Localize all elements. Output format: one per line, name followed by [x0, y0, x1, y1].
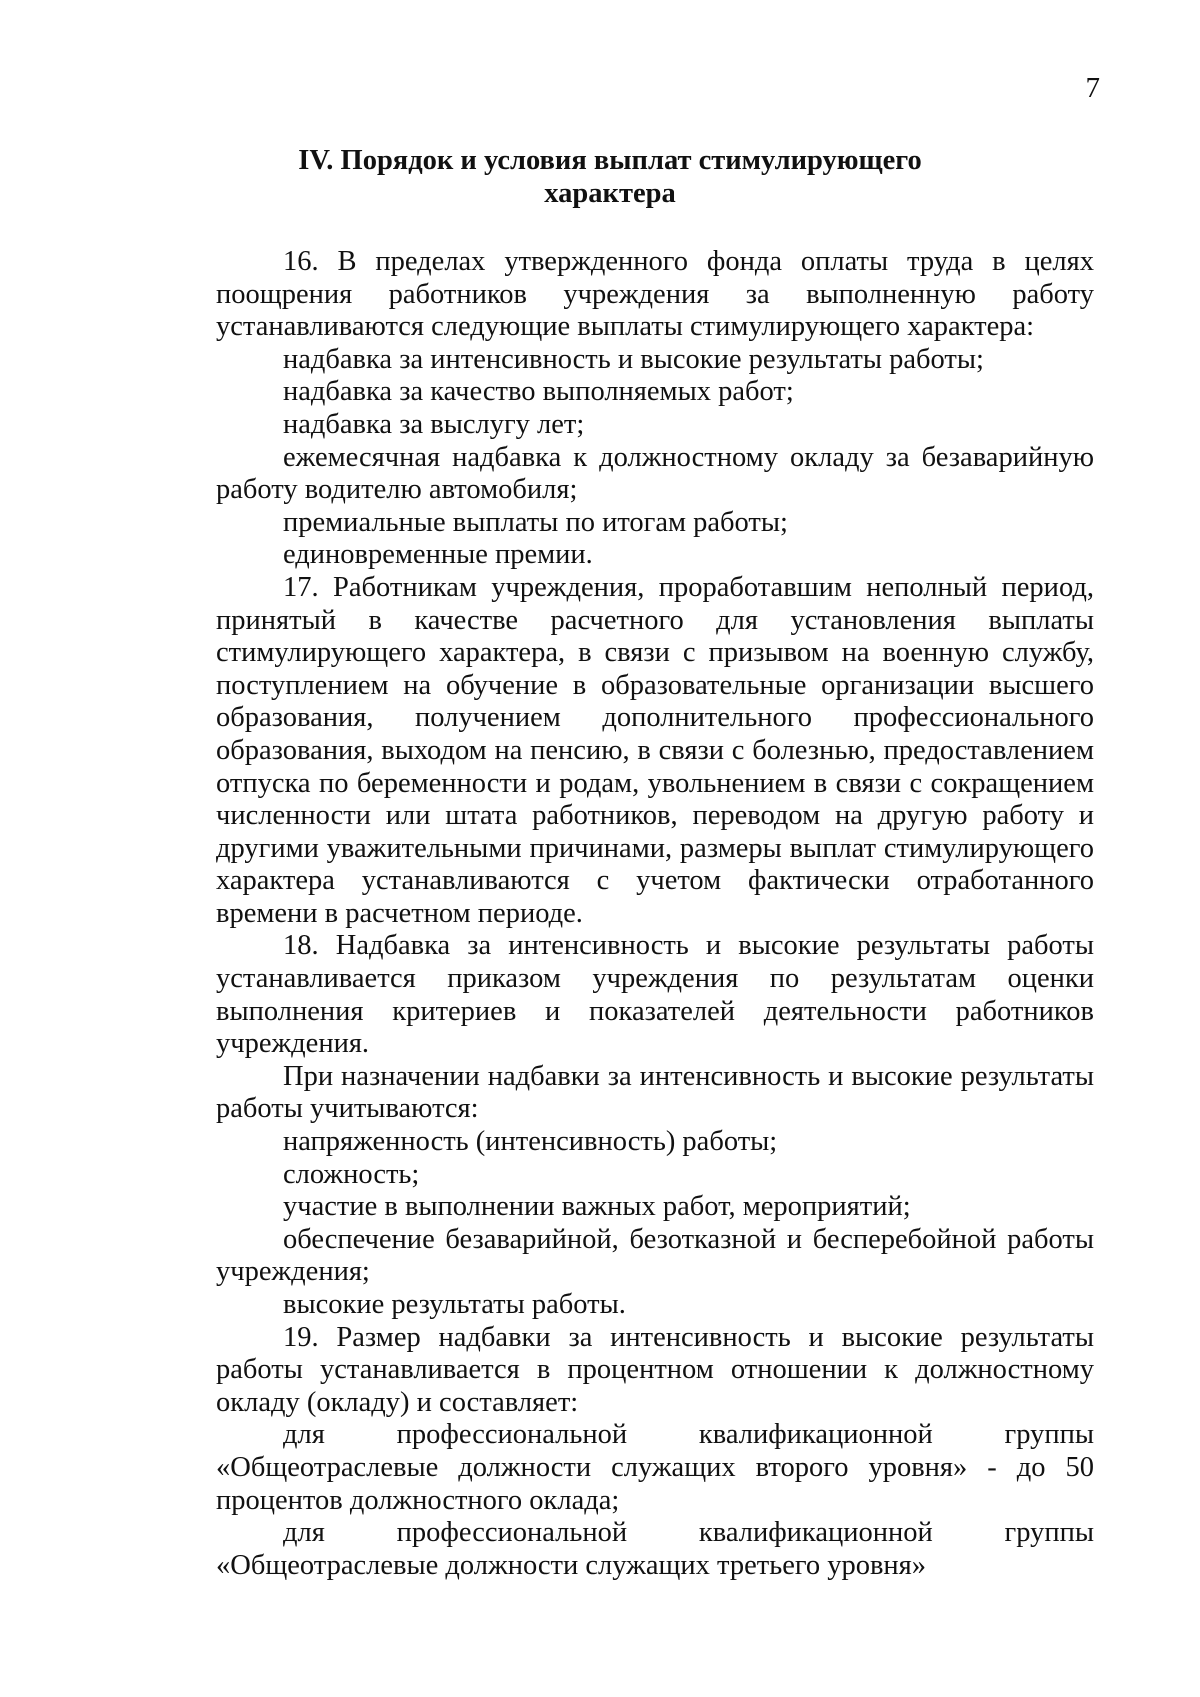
list-item: обеспечение безаварийной, безотказной и бесперебойной работы учреждения; [216, 1223, 1094, 1288]
list-item: высокие результаты работы. [283, 1289, 626, 1320]
list-item: надбавка за выслугу лет; [283, 408, 585, 440]
list-item: надбавка за качество выполняемых работ; [283, 376, 794, 408]
paragraph-16: 16. В пределах утвержденного фонда оплаты труда в целях поощрения работников учреждения за выполненную работу устанавливаются следующие выплаты стимулирующего характера: [216, 246, 1094, 343]
list-item: сложность; [283, 1158, 420, 1190]
list-item: ежемесячная надбавка к должностному окладу за безаварийную работу водителю автомобиля; [216, 441, 1094, 506]
page-number: 7 [1085, 72, 1100, 104]
list-item: для профессиональной квалификационной группы «Общеотраслевые должности служащих второго уровня» - до 50 процентов должностного оклада; [216, 1419, 1094, 1516]
list-item: премиальные выплаты по итогам работы; [283, 506, 788, 538]
list-item: участие в выполнении важных работ, мероприятий; [283, 1191, 911, 1223]
list-item: единовременные премии. [283, 539, 593, 571]
paragraph-18: 18. Надбавка за интенсивность и высокие результаты работы устанавливается приказом учреждения по результатам оценки выполнения критериев и показателей деятельности работников учреждения. [216, 930, 1094, 1060]
paragraph-17: 17. Работникам учреждения, проработавшим неполный период, принятый в качестве расчетного для установления выплаты стимулирующего характера, в связи с призывом на военную службу, поступлением на обучение в образовательные организации высшего образования, получением дополнительного профессионального образования, выходом на пенсию, в связи с болезнью, предоставлением отпуска по беременности и родам, увольнением в связи с сокращением численности или штата работников, переводом на другую работу и другими уважительными причинами, размеры выплат стимулирующего характера устанавливаются с учетом фактически отработанного времени в расчетном периоде. [216, 571, 1094, 929]
section-heading [200, 144, 1020, 210]
section-heading-line-1: IV. Порядок и условия выплат стимулирующего [298, 145, 922, 176]
list-item: напряженность (интенсивность) работы; [283, 1126, 778, 1158]
paragraph: При назначении надбавки за интенсивность и высокие результаты работы учитываются: [216, 1060, 1094, 1125]
list-item: для профессиональной квалификационной группы «Общеотраслевые должности служащих третьего уровня» [216, 1517, 1094, 1581]
list-item: надбавка за интенсивность и высокие результаты работы; [283, 343, 984, 375]
document-body [216, 246, 1094, 1582]
section-heading-line-2: характера [544, 178, 676, 209]
paragraph-19: 19. Размер надбавки за интенсивность и высокие результаты работы устанавливается в процентном отношении к должностному окладу (окладу) и составляет: [216, 1321, 1094, 1418]
